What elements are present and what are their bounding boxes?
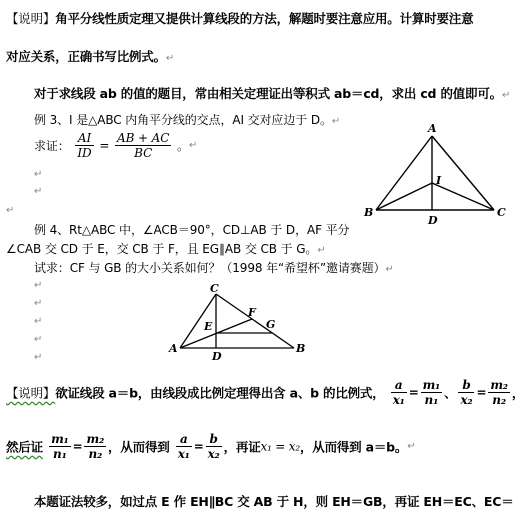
then-paragraph	[6, 432, 415, 461]
fraction-denominator: n₁	[424, 393, 439, 407]
last-line-text: 本题证法较多，如过点 E 作 EH∥BC 交 AB 于 H，则 EH＝GB，再证 EH＝EC、EC＝	[34, 494, 514, 509]
equals-sign: =	[72, 439, 83, 454]
comma: ，	[511, 385, 524, 401]
example4-text-1: 例 4、Rt△ABC 中，∠ACB＝90°，CD⊥AB 于 D，AF 平分	[34, 223, 350, 237]
point-label-e: E	[204, 320, 213, 333]
period: 。	[177, 139, 189, 153]
vertex-label-a: A	[169, 342, 178, 355]
example3-prove	[34, 131, 197, 160]
return-mark: ↵	[501, 90, 511, 101]
return-mark: ↵	[317, 245, 326, 256]
intro-text: 对于求线段 ab 的值的题目，常由相关定理证出等积式 ab＝cd，求出 cd 的值即可。	[34, 86, 502, 101]
vertex-label-b: B	[296, 342, 306, 355]
fraction-numerator: m₂	[86, 432, 105, 446]
equals-sign: =	[476, 385, 487, 400]
then-text-3: ，再证	[223, 439, 261, 455]
fraction-sum	[115, 131, 171, 160]
point-label-f: F	[248, 306, 256, 319]
example4-line1	[34, 221, 349, 238]
vertex-label-b: B	[364, 206, 374, 219]
example4-line2	[6, 240, 326, 257]
return-mark: ↵	[331, 116, 341, 127]
fraction-a-x1	[176, 432, 192, 461]
example4-text-2: ∠CAB 交 CD 于 E，交 CB 于 F，且 EG∥AB 交 CB 于 G。	[6, 242, 318, 256]
note-paragraph-1b	[6, 47, 174, 65]
return-mark: ↵	[34, 334, 43, 345]
then-text-1: 然后证	[6, 439, 43, 455]
fraction-numerator: m₂	[490, 378, 508, 392]
triangle-figure-1	[360, 120, 510, 230]
fraction-denominator: BC	[134, 146, 153, 160]
fraction-b-x2	[458, 378, 474, 407]
prove-label: 求证：	[34, 139, 70, 153]
note-prefix: 【说明】	[6, 11, 56, 26]
return-mark: ↵	[34, 186, 43, 197]
point-label-g: G	[266, 318, 276, 331]
fraction-denominator: n₂	[88, 447, 103, 461]
return-mark: ↵	[34, 280, 43, 291]
equation-x1-x2: x₁ = x₂	[260, 439, 300, 454]
return-mark: ↵	[34, 169, 43, 180]
fraction-numerator: AI	[75, 131, 93, 146]
return-mark: ↵	[165, 53, 175, 64]
fraction-denominator: n₁	[53, 447, 67, 461]
fraction-denominator: x₂	[460, 393, 473, 407]
fraction-numerator: a	[176, 432, 192, 447]
fraction-denominator: x₁	[177, 447, 190, 461]
fraction-numerator: b	[458, 378, 474, 393]
note-paragraph-2	[6, 378, 524, 407]
return-mark: ↵	[385, 264, 394, 275]
note2-text: 欲证线段 a＝b，由线段成比例定理得出含 a、b 的比例式，	[55, 385, 385, 401]
fraction-a-x1	[391, 378, 407, 407]
intro-paragraph	[34, 84, 510, 102]
return-mark: ↵	[34, 352, 43, 363]
note-paragraph-1	[6, 9, 473, 27]
triangle-figure-2	[166, 280, 316, 362]
return-mark: ↵	[34, 298, 43, 309]
fraction-denominator: ID	[77, 146, 92, 160]
fraction-m1-n1	[421, 378, 443, 407]
fraction-numerator: m₁	[51, 432, 69, 446]
return-mark: ↵	[407, 441, 416, 452]
fraction-numerator: m₁	[422, 378, 441, 392]
return-mark: ↵	[34, 316, 43, 327]
fraction-denominator: x₁	[392, 393, 405, 407]
example3-statement	[34, 111, 340, 128]
example4-text-3: 试求：CF 与 GB 的大小关系如何？（1998 年“希望杯”邀请赛题）	[34, 261, 386, 275]
fraction-numerator: a	[391, 378, 407, 393]
note-prefix: 【说明】	[6, 385, 56, 401]
then-text-2: ，从而得到	[108, 439, 170, 455]
example3-text: 例 3、I 是△ABC 内角平分线的交点，AI 交对应边于 D。	[34, 113, 332, 127]
fraction-m1-n1	[49, 432, 71, 461]
fraction-b-x2	[206, 432, 222, 461]
fraction-ai-id	[75, 131, 93, 160]
fraction-numerator: AB + AC	[117, 131, 170, 145]
note-text-line1: 角平分线性质定理又提供计算线段的方法，解题时要注意应用。计算时要注意	[55, 11, 474, 26]
example4-line3	[34, 259, 394, 276]
return-mark: ↵	[188, 140, 198, 151]
separator: 、	[444, 385, 457, 401]
point-label-d: D	[212, 350, 222, 363]
point-label-i: I	[436, 174, 442, 187]
return-mark: ↵	[6, 205, 15, 216]
equals-sign: =	[99, 138, 110, 153]
fraction-m2-n2	[84, 432, 106, 461]
vertex-label-c: C	[497, 206, 506, 219]
vertex-label-c: C	[210, 282, 219, 295]
fraction-numerator: b	[206, 432, 222, 447]
note-text-line2: 对应关系，正确书写比例式。	[6, 49, 166, 64]
equals-sign: =	[408, 385, 419, 400]
vertex-label-a: A	[428, 122, 437, 135]
fraction-denominator: n₂	[492, 393, 506, 407]
equals-sign: =	[193, 439, 204, 454]
last-paragraph	[34, 492, 514, 510]
then-text-4: ，从而得到 a＝b。	[299, 439, 408, 455]
point-label-d: D	[428, 214, 438, 227]
fraction-denominator: x₂	[207, 447, 220, 461]
fraction-m2-n2	[488, 378, 510, 407]
